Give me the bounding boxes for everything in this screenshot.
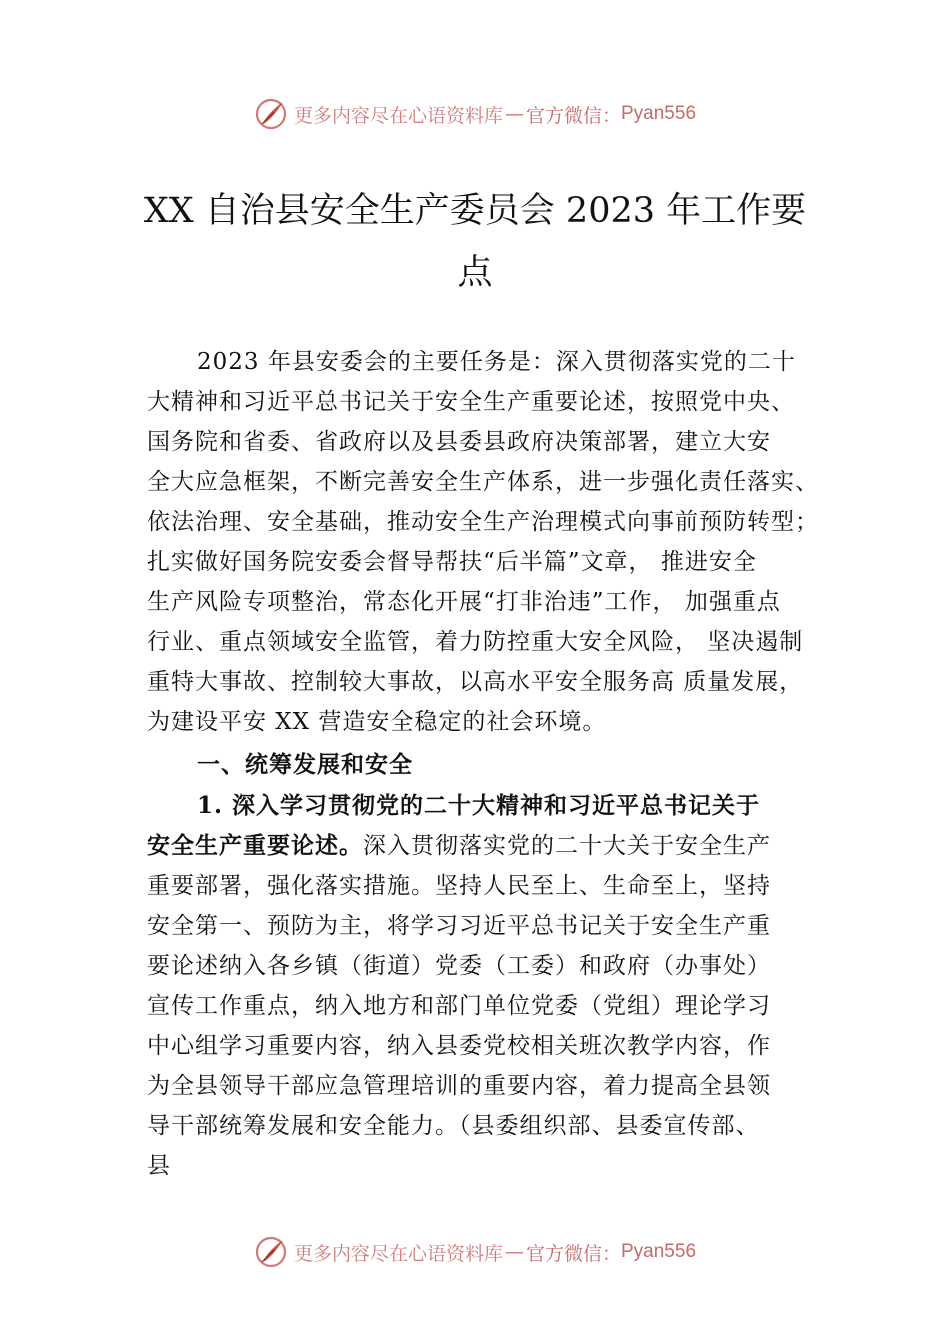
intro-line: 依法治理、安全基础，推动安全生产治理模式向事前预防转型； xyxy=(147,509,819,535)
document-title xyxy=(0,180,950,304)
banner-site-name: 更多内容尽在心语资料库 xyxy=(293,104,503,127)
item-1-bold-heading: 1. 深入学习贯彻党的二十大精神和习近平总书记关于 xyxy=(197,792,761,819)
item-1-paragraph xyxy=(147,786,847,1186)
banner-wechat-label: 官方微信： xyxy=(525,1242,621,1265)
intro-paragraph xyxy=(147,342,847,742)
item-1-line: 县 xyxy=(147,1153,171,1179)
title-line-1: XX 自治县安全生产委员会 2023 年工作要 xyxy=(143,191,807,231)
banner-wechat-label: 官方微信： xyxy=(525,104,621,127)
item-1-line: 要论述纳入各乡镇（街道）党委（工委）和政府（办事处） xyxy=(147,953,771,979)
item-1-line: 安全第一、预防为主，将学习习近平总书记关于安全生产重 xyxy=(147,913,771,939)
footer-banner xyxy=(0,1232,950,1272)
section-heading-text: 一、统筹发展和安全 xyxy=(197,751,413,778)
item-1-bold-heading-end: 安全生产重要论述。 xyxy=(147,832,363,859)
feather-pen-logo-icon xyxy=(254,1235,288,1269)
intro-line: 全大应急框架，不断完善安全生产体系，进一步强化责任落实、 xyxy=(147,469,819,495)
title-line-2: 点 xyxy=(457,253,493,293)
intro-line: 2023 年县安委会的主要任务是：深入贯彻落实党的二十 xyxy=(197,349,796,375)
item-1-line-2 xyxy=(147,826,847,866)
intro-line: 扎实做好国务院安委会督导帮扶“后半篇”文章， 推进安全 xyxy=(147,549,757,575)
item-1-line: 宣传工作重点，纳入地方和部门单位党委（党组）理论学习 xyxy=(147,993,771,1019)
item-1-line: 导干部统筹发展和安全能力。（县委组织部、县委宣传部、 xyxy=(147,1113,760,1139)
banner-wechat-account: Pyan556 xyxy=(621,1241,697,1262)
intro-line: 重特大事故、控制较大事故，以高水平安全服务高 质量发展， xyxy=(147,669,804,695)
header-banner xyxy=(0,94,950,134)
banner-site-name: 更多内容尽在心语资料库 xyxy=(293,1242,503,1265)
banner-separator: — xyxy=(504,103,524,125)
section-heading-1 xyxy=(147,745,847,785)
intro-line: 国务院和省委、省政府以及县委县政府决策部署，建立大安 xyxy=(147,429,771,455)
item-1-line: 为全县领导干部应急管理培训的重要内容，着力提高全县领 xyxy=(147,1073,771,1099)
intro-line: 行业、重点领域安全监管，着力防控重大安全风险， 坚决遏制 xyxy=(147,629,804,655)
intro-line: 大精神和习近平总书记关于安全生产重要论述，按照党中央、 xyxy=(147,389,795,415)
banner-separator: — xyxy=(504,1241,524,1263)
item-1-line-2-text: 深入贯彻落实党的二十大关于安全生产 xyxy=(363,833,771,859)
intro-line: 为建设平安 XX 营造安全稳定的社会环境。 xyxy=(147,709,607,735)
item-1-line: 中心组学习重要内容，纳入县委党校相关班次教学内容，作 xyxy=(147,1033,771,1059)
item-1-line: 重要部署，强化落实措施。坚持人民至上、生命至上，坚持 xyxy=(147,873,771,899)
intro-line: 生产风险专项整治，常态化开展“打非治违”工作， 加强重点 xyxy=(147,589,781,615)
feather-pen-logo-icon xyxy=(254,97,288,131)
banner-wechat-account: Pyan556 xyxy=(621,103,697,124)
